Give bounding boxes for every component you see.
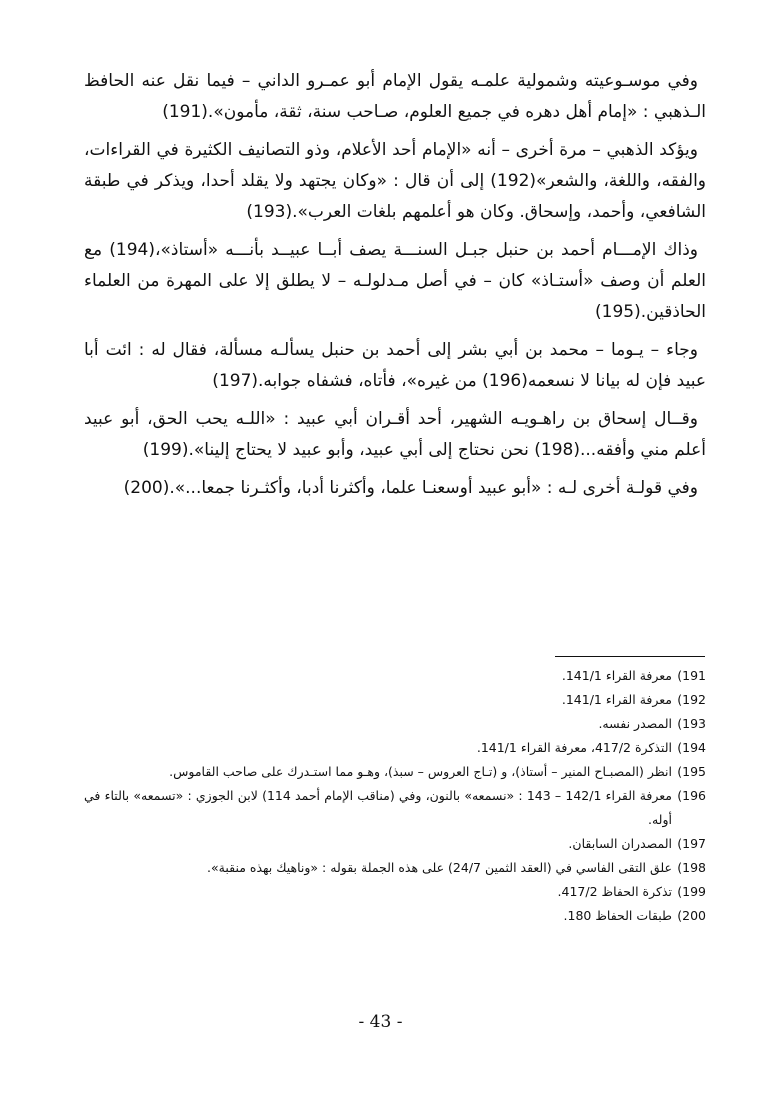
footnote (84, 880, 706, 904)
footnote-text: معرفة القراء 142/1 – 143 : «نسمعه» بالنون، وفي (مناقب الإمام أحمد 114) لابن الجوزي : «تسمعه» بالتاء في أوله. (84, 788, 673, 827)
footnote-number: 195) (677, 764, 706, 779)
paragraph-5: وقــال إسحاق بن راهـويـه الشهير، أحد أقـران أبي عبيد : «اللـه يحب الحق، أبو عبيد أعلم مني وأفقه...(198) نحن نحتاج إلى أبي عبيد، وأبو عبيد لا يحتاج إلينا».(199) (84, 409, 706, 460)
footnote (84, 760, 706, 784)
footnote (84, 736, 706, 760)
footnote-number: 196) (677, 788, 707, 803)
paragraph-4: وجاء – يـوما – محمد بن أبي بشر إلى أحمد بن حنبل يسألـه مسألة، فقال له : ائت أبا عبيد فإن له بيانا لا نسعمه(196) من غيره»، فأتاه، فشفاه جوابه.(197) (84, 340, 706, 391)
footnote-text: المصدران السابقان. (568, 836, 672, 851)
footnote (84, 856, 706, 880)
paragraph-3: وذاك الإمـــام أحمد بن حنبل جبـل السنـــة يصف أبــا عبيــد بأنـــه «أستاذ»،(194) مع العلم أن وصف «أستـاذ» كان – في أصل مـدلولـه – لا يطلق إلا على المهرة من العلماء الحاذقين.(195) (84, 240, 706, 322)
footnote-number: 199) (677, 884, 706, 899)
footnote-number: 198) (677, 860, 706, 875)
footnote-text: معرفة القراء 141/1. (561, 668, 672, 683)
footnote-divider (555, 656, 705, 657)
footnote (84, 664, 706, 688)
footnote-number: 192) (677, 692, 706, 707)
footnote-text: انظر (المصبـاح المنير – أستاذ)، و (تـاج العروس – سبذ)، وهـو مما استـدرك على صاحب القاموس. (169, 764, 672, 779)
footnote (84, 904, 706, 928)
footnote-number: 200) (677, 908, 706, 923)
footnote-number: 191) (677, 668, 706, 683)
footnote-text: تذكرة الحفاظ 417/2. (557, 884, 672, 899)
footnote (84, 712, 706, 736)
footnote-number: 197) (677, 836, 706, 851)
footnote-text: المصدر نفسه. (598, 716, 672, 731)
paragraph-1: وفي موسـوعيته وشمولية علمـه يقول الإمام أبو عمـرو الداني – فيما نقل عنه الحافظ الـذهبي : «إمام أهل دهره في جميع العلوم، صـاحب سنة، ثقة، مأمون».(191) (84, 71, 706, 122)
footnote-text: معرفة القراء 141/1. (561, 692, 672, 707)
footnote-number: 194) (677, 740, 706, 755)
main-text (84, 66, 706, 511)
footnotes (84, 664, 706, 928)
footnote (84, 784, 706, 832)
paragraph-2: ويؤكد الذهبي – مرة أخرى – أنه «الإمام أحد الأعلام، وذو التصانيف الكثيرة في القراءات، والفقه، واللغة، والشعر»(192) إلى أن قال : «وكان يجتهد ولا يقلد أحدا، ويذكر في طبقة الشافعي، وأحمد، وإسحاق. وكان هو أعلمهم بلغات العرب».(193) (84, 140, 707, 222)
footnote-text: طبقات الحفاظ 180. (563, 908, 672, 923)
footnote (84, 832, 706, 856)
footnote-text: علق التقى الفاسي في (العقد الثمين 24/7) على هذه الجملة بقوله : «وناهيك بهذه منقبة». (207, 860, 672, 875)
footnote-number: 193) (677, 716, 706, 731)
footnote (84, 688, 706, 712)
page-number: - 43 - (358, 1012, 403, 1032)
paragraph-6: وفي قولـة أخرى لـه : «أبو عبيد أوسعنـا علما، وأكثرنا أدبا، وأكثـرنا جمعا...».(200) (123, 478, 698, 498)
footnote-text: التذكرة 417/2، معرفة القراء 141/1. (476, 740, 672, 755)
